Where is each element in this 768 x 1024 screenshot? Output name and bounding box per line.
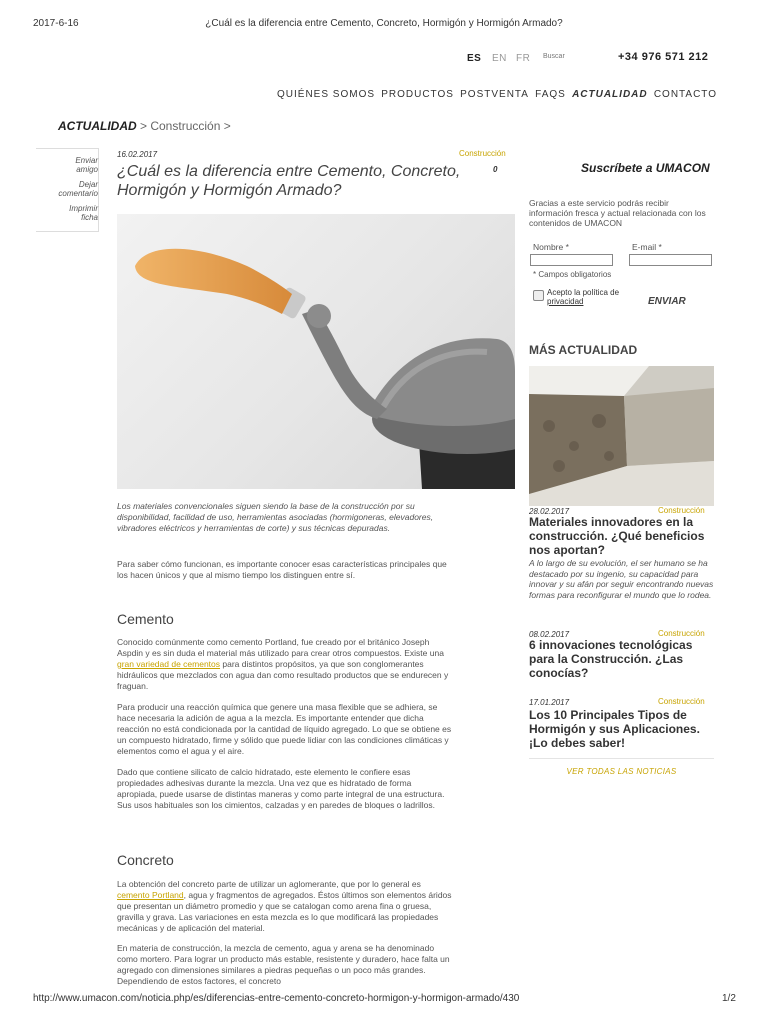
news-date-2: 08.02.2017 bbox=[529, 630, 570, 639]
name-label: Nombre * bbox=[533, 242, 569, 252]
portland-cement-link[interactable]: cemento Portland bbox=[117, 890, 184, 900]
article-intro: Para saber cómo funcionan, es importante conocer esas características principales que los hacen únicos y que al mismo tiempo los distinguen entre sí. bbox=[117, 559, 447, 580]
comment-link[interactable]: Dejar comentario bbox=[58, 180, 98, 198]
breadcrumb-construccion[interactable]: Construcción bbox=[150, 119, 221, 133]
news-title-3[interactable]: Los 10 Principales Tipos de Hormigón y sus Aplicaciones. ¡Lo debes saber! bbox=[529, 708, 700, 750]
trowel-illustration bbox=[117, 214, 515, 489]
print-url: http://www.umacon.com/noticia.php/es/diferencias-entre-cemento-concreto-hormigon-y-hormigon-armado/430 bbox=[33, 993, 520, 1004]
print-page-number: 1/2 bbox=[722, 993, 736, 1004]
cemento-paragraph-2: Para producir una reacción química que genere una masa flexible que se adhiera, se hace necesaria la adición de agua a la mezcla. Es importante entender que dicha reacción no está condicionada por la cantidad de líquido agregado. Lo que se obtiene es un compuesto hidratado, firme y sólido que puede lidiar con las condiciones climáticas y elementos como el agua y el aire. bbox=[117, 702, 452, 756]
news-title-2[interactable]: 6 innovaciones tecnológicas para la Construcción. ¿Las conocías? bbox=[529, 638, 693, 680]
article-image bbox=[117, 214, 515, 489]
breadcrumb-actualidad[interactable]: ACTUALIDAD bbox=[58, 119, 137, 133]
concreto-paragraph-1: La obtención del concreto parte de utilizar un aglomerante, que por lo general es cemento Portland, agua y fragmentos de agregados. Éstos últimos son elementos áridos que presentan un diámetro promedio y que se catalogan como arena fina o gruesa, gravilla y grava. Las variaciones en esta mezcla es lo que modificará las propiedades mecánicas y de aplicación del material. bbox=[117, 879, 452, 933]
nav-postventa[interactable]: POSTVENTA bbox=[460, 89, 529, 100]
nav-quienes-somos[interactable]: QUIÉNES SOMOS bbox=[277, 89, 376, 100]
required-note: * Campos obligatorios bbox=[533, 270, 612, 279]
section-heading-cemento: Cemento bbox=[117, 611, 174, 627]
article-category[interactable]: Construcción bbox=[459, 149, 506, 158]
news-title-1[interactable]: Materiales innovadores en la construcción. ¿Qué beneficios nos aportan? bbox=[529, 515, 705, 557]
print-title: ¿Cuál es la diferencia entre Cemento, Concreto, Hormigón y Hormigón Armado? bbox=[205, 18, 563, 29]
print-link[interactable]: Imprimir ficha bbox=[69, 204, 98, 222]
comment-count[interactable]: 0 bbox=[493, 165, 498, 174]
email-input[interactable] bbox=[629, 254, 712, 266]
lang-es[interactable]: ES bbox=[467, 53, 482, 64]
news-date-1: 28.02.2017 bbox=[529, 507, 570, 516]
nav-actualidad[interactable]: ACTUALIDAD bbox=[572, 89, 648, 100]
news-desc-1: A lo largo de su evolución, el ser humano se ha destacado por su ingenio, su capacidad para innovar y su afán por seguir encontrando nuevas formas para reconfigurar el mundo que lo rodea. bbox=[529, 558, 714, 600]
subscribe-title: Suscríbete a UMACON bbox=[581, 161, 710, 175]
email-label: E-mail * bbox=[632, 242, 662, 252]
subscribe-text: Gracias a este servicio podrás recibir información fresca y actual relacionada con los contenidos de UMACON bbox=[529, 198, 706, 228]
cement-varieties-link[interactable]: gran variedad de cementos bbox=[117, 659, 221, 669]
lang-en[interactable]: EN bbox=[492, 53, 507, 64]
article-title: ¿Cuál es la diferencia entre Cemento, Concreto, Hormigón y Hormigón Armado? bbox=[117, 163, 461, 199]
more-news-heading: MÁS ACTUALIDAD bbox=[529, 343, 638, 357]
privacy-checkbox[interactable] bbox=[533, 290, 544, 301]
cemento-paragraph-1: Conocido comúnmente como cemento Portland, fue creado por el británico Joseph Aspdin y es sin duda el material más utilizado para crear otros compuestos. Existe una gran variedad de cementos para distintos propósitos, ya que son conglomerantes hidráulicos que mezclados con agua dan como resultado productos que se endurecen y fraguan. bbox=[117, 637, 449, 691]
divider bbox=[529, 758, 714, 759]
print-date: 2017-6-16 bbox=[33, 18, 79, 29]
search-input[interactable]: Buscar bbox=[543, 53, 565, 60]
news-image[interactable] bbox=[529, 366, 714, 506]
breadcrumb: ACTUALIDAD > Construcción > bbox=[58, 119, 231, 133]
nav-contacto[interactable]: CONTACTO bbox=[653, 89, 717, 100]
article-date: 16.02.2017 bbox=[117, 150, 158, 159]
news-tag-1[interactable]: Construcción bbox=[658, 506, 705, 515]
news-tag-2[interactable]: Construcción bbox=[658, 629, 705, 638]
nav-faqs[interactable]: FAQS bbox=[535, 89, 566, 100]
lang-fr[interactable]: FR bbox=[516, 53, 531, 64]
privacy-policy-link[interactable]: Acepto la política de privacidad bbox=[547, 288, 620, 306]
see-all-news-link[interactable]: VER TODAS LAS NOTICIAS bbox=[566, 767, 677, 776]
section-heading-concreto: Concreto bbox=[117, 852, 174, 868]
send-to-friend-link[interactable]: Enviar amigo bbox=[75, 156, 98, 174]
image-caption: Los materiales convencionales siguen siendo la base de la construcción por su disponibilidad, facilidad de uso, herramientas asociadas (hormigoneras, elevadores, vibradores eléctricos y herramientas de corte) y sus técnicas depuradas. bbox=[117, 501, 434, 533]
share-tools bbox=[36, 148, 99, 232]
concreto-paragraph-2: En materia de construcción, la mezcla de cemento, agua y arena se ha denominado como mortero. Para lograr un producto más estable, resistente y duradero, hace falta un agregado con dimensiones similares a piedras pequeñas o un poco más grandes. Dependiendo de estos factores, el concreto bbox=[117, 943, 450, 986]
interior-illustration bbox=[529, 366, 714, 506]
phone-number[interactable]: +34 976 571 212 bbox=[618, 51, 709, 63]
subscribe-submit-button[interactable]: ENVIAR bbox=[648, 296, 686, 307]
nav-productos[interactable]: PRODUCTOS bbox=[381, 89, 454, 100]
cemento-paragraph-3: Dado que contiene silicato de calcio hidratado, este elemento le confiere esas propiedades adhesivas durante la mezcla. Una vez que es hidratado de forma apropiada, puede usarse de distintas maneras y como parte integral de una estructura. Sus usos habituales son los cimientos, calzadas y en paredes de bloques o ladrillos. bbox=[117, 767, 445, 810]
news-tag-3[interactable]: Construcción bbox=[658, 697, 705, 706]
news-date-3: 17.01.2017 bbox=[529, 698, 570, 707]
name-input[interactable] bbox=[530, 254, 613, 266]
main-nav bbox=[277, 89, 717, 100]
